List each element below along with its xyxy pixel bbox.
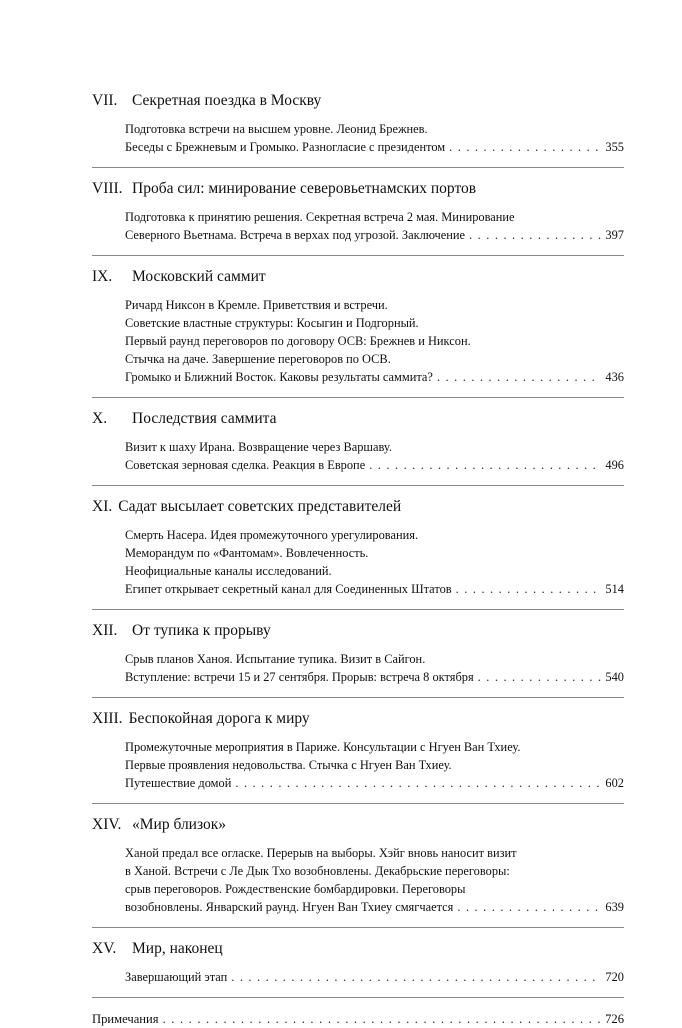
contents-line: Ричард Никсон в Кремле. Приветствия и встречи. — [125, 298, 388, 312]
notes-label: Примечания — [92, 1012, 159, 1026]
page-number: 496 — [605, 458, 624, 472]
contents-last-line — [125, 138, 624, 156]
page-number: 436 — [605, 370, 624, 384]
toc-chapter-xi — [92, 498, 624, 610]
page-number: 514 — [605, 582, 624, 596]
dot-leader — [369, 456, 601, 474]
chapter-contents — [125, 738, 624, 792]
dot-leader — [478, 668, 602, 686]
contents-line: Путешествие домой — [125, 776, 232, 790]
section-divider — [92, 167, 624, 168]
dot-leader — [235, 774, 601, 792]
chapter-heading — [92, 180, 624, 198]
toc-chapter-ix — [92, 268, 624, 398]
contents-line: Громыко и Ближний Восток. Каковы результаты саммита? — [125, 370, 433, 384]
section-divider — [92, 697, 624, 698]
contents-line: Первые проявления недовольства. Стычка с Нгуен Ван Тхиеу. — [125, 758, 452, 772]
contents-line: Подготовка встречи на высшем уровне. Леонид Брежнев. — [125, 122, 428, 136]
toc-chapter-viii — [92, 180, 624, 256]
contents-line: Визит к шаху Ирана. Возвращение через Варшаву. — [125, 440, 392, 454]
contents-line: Египет открывает секретный канал для Соединенных Штатов — [125, 582, 452, 596]
contents-line: Первый раунд переговоров по договору ОСВ: Брежнев и Никсон. — [125, 334, 471, 348]
contents-line: срыв переговоров. Рождественские бомбардировки. Переговоры — [125, 882, 466, 896]
chapter-heading — [92, 92, 624, 110]
toc-chapter-x — [92, 410, 624, 486]
section-divider — [92, 255, 624, 256]
chapter-title: Проба сил: минирование северовьетнамских портов — [132, 180, 477, 197]
chapter-number: XI. — [92, 498, 113, 515]
chapter-number: XIII. — [92, 710, 123, 727]
section-divider — [92, 397, 624, 398]
chapter-heading — [92, 622, 624, 640]
page-number: 602 — [605, 776, 624, 790]
chapter-heading — [92, 410, 624, 428]
chapter-heading — [92, 816, 624, 834]
contents-last-line — [125, 668, 624, 686]
chapter-number: VIII. — [92, 180, 123, 197]
chapter-number: XIV. — [92, 816, 122, 833]
chapter-title: Мир, наконец — [132, 940, 223, 957]
page-number: 720 — [605, 970, 624, 984]
section-divider — [92, 609, 624, 610]
chapter-contents — [125, 438, 624, 474]
contents-last-line — [125, 774, 624, 792]
dot-leader — [456, 580, 602, 598]
contents-last-line — [125, 226, 624, 244]
contents-line: Советские властные структуры: Косыгин и Подгорный. — [125, 316, 419, 330]
toc-chapter-vii — [92, 92, 624, 168]
contents-line: Промежуточные мероприятия в Париже. Консультации с Нгуен Ван Тхиеу. — [125, 740, 521, 754]
contents-last-line — [125, 580, 624, 598]
contents-last-line — [125, 456, 624, 474]
page-number: 397 — [605, 228, 624, 242]
chapter-contents — [125, 296, 624, 386]
contents-last-line — [125, 968, 624, 986]
chapter-contents — [125, 844, 624, 916]
chapter-title: Садат высылает советских представителей — [118, 498, 402, 515]
chapter-number: X. — [92, 410, 108, 427]
toc-chapter-xiii — [92, 710, 624, 804]
contents-line: Северного Вьетнама. Встреча в верхах под угрозой. Заключение — [125, 228, 466, 242]
contents-last-line — [125, 368, 624, 386]
chapter-contents — [125, 968, 624, 986]
contents-line: Неофициальные каналы исследований. — [125, 564, 332, 578]
dot-leader — [457, 898, 601, 916]
chapter-heading — [92, 498, 624, 516]
contents-line: Подготовка к принятию решения. Секретная встреча 2 мая. Минирование — [125, 210, 515, 224]
page-number: 540 — [605, 670, 624, 684]
chapter-heading — [92, 940, 624, 958]
contents-line: Вступление: встречи 15 и 27 сентября. Прорыв: встреча 8 октября — [125, 670, 474, 684]
chapter-title: Секретная поездка в Москву — [132, 92, 322, 109]
page-number: 355 — [605, 140, 624, 154]
contents-line: возобновлены. Январский раунд. Нгуен Ван Тхиеу смягчается — [125, 900, 454, 914]
chapter-title: «Мир близок» — [132, 816, 227, 833]
contents-line: в Ханой. Встречи с Ле Дык Тхо возобновлены. Декабрьские переговоры: — [125, 864, 510, 878]
chapter-contents — [125, 526, 624, 598]
contents-line: Смерть Насера. Идея промежуточного урегулирования. — [125, 528, 419, 542]
contents-line: Беседы с Брежневым и Громыко. Разногласие с президентом — [125, 140, 446, 154]
section-divider — [92, 997, 624, 998]
chapter-number: XV. — [92, 940, 117, 957]
chapter-number: XII. — [92, 622, 118, 639]
contents-last-line — [125, 898, 624, 916]
contents-line: Меморандум по «Фантомам». Вовлеченность. — [125, 546, 369, 560]
section-divider — [92, 927, 624, 928]
toc-notes-entry — [92, 1010, 624, 1028]
contents-line: Завершающий этап — [125, 970, 228, 984]
chapter-title: От тупика к прорыву — [132, 622, 271, 639]
table-of-contents — [92, 92, 624, 1028]
chapter-heading — [92, 710, 624, 728]
chapter-heading — [92, 268, 624, 286]
chapter-number: IX. — [92, 268, 113, 285]
chapter-contents — [125, 120, 624, 156]
contents-line: Ханой предал все огласке. Перерыв на выборы. Хэйг вновь наносит визит — [125, 846, 517, 860]
toc-chapter-xv — [92, 940, 624, 998]
chapter-number: VII. — [92, 92, 118, 109]
page-number: 639 — [605, 900, 624, 914]
page-number: 726 — [605, 1012, 624, 1026]
contents-line: Стычка на даче. Завершение переговоров по ОСВ. — [125, 352, 391, 366]
chapter-title: Последствия саммита — [132, 410, 277, 427]
section-divider — [92, 803, 624, 804]
contents-line: Срыв планов Ханоя. Испытание тупика. Визит в Сайгон. — [125, 652, 426, 666]
chapter-contents — [125, 650, 624, 686]
dot-leader — [163, 1010, 602, 1028]
chapter-contents — [125, 208, 624, 244]
contents-line: Советская зерновая сделка. Реакция в Европе — [125, 458, 366, 472]
toc-chapter-xii — [92, 622, 624, 698]
dot-leader — [449, 138, 601, 156]
section-divider — [92, 485, 624, 486]
chapter-title: Беспокойная дорога к миру — [128, 710, 310, 727]
dot-leader — [469, 226, 601, 244]
toc-chapter-xiv — [92, 816, 624, 928]
dot-leader — [231, 968, 601, 986]
dot-leader — [437, 368, 601, 386]
chapter-title: Московский саммит — [132, 268, 266, 285]
